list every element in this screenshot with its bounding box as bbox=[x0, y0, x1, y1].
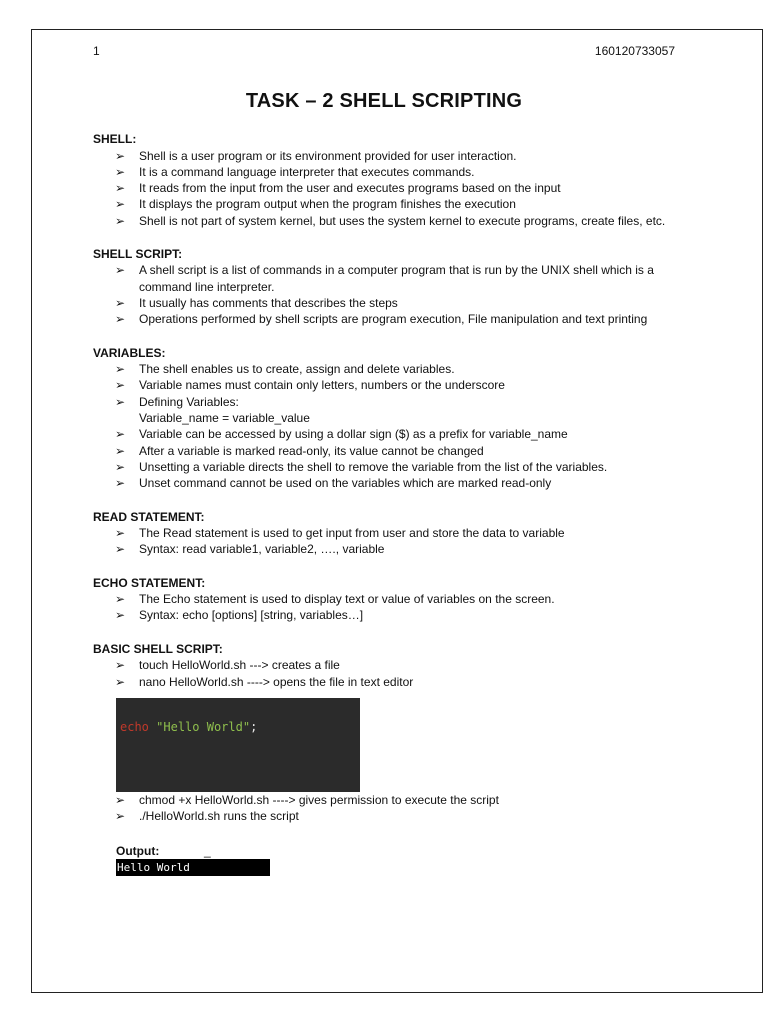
code-editor-screenshot bbox=[116, 698, 360, 792]
bullet-list bbox=[93, 591, 693, 624]
list-item: ➢ Syntax: read variable1, variable2, …., variable bbox=[115, 542, 385, 557]
list-item: ➢ It displays the program output when the program finishes the execution bbox=[115, 197, 516, 212]
section-heading: SHELL: bbox=[93, 132, 137, 146]
list-item: ➢ touch HelloWorld.sh ---> creates a file bbox=[115, 658, 340, 673]
arrow-bullet-icon: ➢ bbox=[115, 608, 126, 623]
section-heading: ECHO STATEMENT: bbox=[93, 575, 206, 590]
list-item: ➢ The Read statement is used to get input from user and store the data to variable bbox=[115, 526, 565, 541]
list-item: ➢ The shell enables us to create, assign and delete variables. bbox=[115, 362, 455, 377]
bullet-list bbox=[93, 525, 693, 558]
bullet-list bbox=[93, 792, 693, 825]
arrow-bullet-icon: ➢ bbox=[115, 592, 126, 607]
arrow-bullet-icon: ➢ bbox=[115, 378, 126, 393]
section-echo-statement bbox=[93, 575, 693, 624]
arrow-bullet-icon: ➢ bbox=[115, 674, 126, 689]
variable-syntax: Variable_name = variable_value bbox=[139, 411, 310, 426]
list-item: ➢ Variable can be accessed by using a dollar sign ($) as a prefix for variable_name bbox=[115, 427, 568, 442]
section-shell bbox=[93, 131, 693, 229]
arrow-bullet-icon: ➢ bbox=[115, 164, 126, 179]
arrow-bullet-icon: ➢ bbox=[115, 197, 126, 212]
bullet-list bbox=[93, 148, 693, 229]
list-item: ➢ After a variable is marked read-only, its value cannot be changed bbox=[115, 443, 484, 458]
arrow-bullet-icon: ➢ bbox=[115, 658, 126, 673]
code-terminator: ; bbox=[250, 719, 258, 734]
bullet-list bbox=[93, 657, 693, 690]
arrow-bullet-icon: ➢ bbox=[115, 792, 126, 807]
arrow-bullet-icon: ➢ bbox=[115, 312, 126, 327]
section-variables bbox=[93, 345, 693, 492]
section-read-statement bbox=[93, 509, 693, 558]
section-shell-script bbox=[93, 246, 693, 328]
list-item: ➢ It is a command language interpreter that executes commands. bbox=[115, 164, 475, 179]
section-basic-shell-script bbox=[93, 641, 693, 877]
code-string: "Hello World" bbox=[156, 719, 251, 734]
list-item: ➢ A shell script is a list of commands in a computer program that is run by the UNIX shell which is a command line interpreter. bbox=[115, 263, 654, 294]
arrow-bullet-icon: ➢ bbox=[115, 443, 126, 458]
section-heading: READ STATEMENT: bbox=[93, 509, 205, 524]
arrow-bullet-icon: ➢ bbox=[115, 542, 126, 557]
list-item: ➢ nano HelloWorld.sh ----> opens the file in text editor bbox=[115, 674, 414, 689]
list-item: ➢ chmod +x HelloWorld.sh ----> gives permission to execute the script bbox=[115, 792, 499, 807]
arrow-bullet-icon: ➢ bbox=[115, 427, 126, 442]
terminal-output: Hello World bbox=[116, 859, 270, 876]
bullet-list bbox=[93, 361, 693, 491]
bullet-list bbox=[93, 262, 693, 327]
list-item: ➢ It reads from the input from the user and executes programs based on the input bbox=[115, 181, 561, 196]
list-item: ➢ Defining Variables: Variable_name = variable_value bbox=[93, 394, 693, 427]
arrow-bullet-icon: ➢ bbox=[115, 296, 126, 311]
arrow-bullet-icon: ➢ bbox=[115, 181, 126, 196]
arrow-bullet-icon: ➢ bbox=[115, 459, 126, 474]
page-number: 1 bbox=[93, 44, 100, 58]
section-heading: BASIC SHELL SCRIPT: bbox=[93, 641, 223, 656]
arrow-bullet-icon: ➢ bbox=[115, 526, 126, 541]
list-item: ➢ Unsetting a variable directs the shell to remove the variable from the list of the variables. bbox=[115, 459, 608, 474]
list-item: ➢ Syntax: echo [options] [string, variables…] bbox=[115, 608, 364, 623]
arrow-bullet-icon: ➢ bbox=[115, 476, 126, 491]
list-item: ➢ The Echo statement is used to display text or value of variables on the screen. bbox=[115, 592, 555, 607]
arrow-bullet-icon: ➢ bbox=[115, 362, 126, 377]
arrow-bullet-icon: ➢ bbox=[115, 809, 126, 824]
list-item: ➢ Variable names must contain only letters, numbers or the underscore bbox=[115, 378, 505, 393]
arrow-bullet-icon: ➢ bbox=[115, 394, 126, 409]
output-label: Output: _ bbox=[116, 844, 211, 859]
arrow-bullet-icon: ➢ bbox=[115, 213, 126, 228]
roll-number: 160120733057 bbox=[594, 44, 675, 58]
list-item: ➢ Operations performed by shell scripts are program execution, File manipulation and text printing bbox=[115, 312, 648, 327]
list-item: ➢ ./HelloWorld.sh runs the script bbox=[115, 809, 299, 824]
list-item: ➢ It usually has comments that describes the steps bbox=[115, 296, 398, 311]
arrow-bullet-icon: ➢ bbox=[115, 263, 126, 278]
list-item: ➢ Unset command cannot be used on the variables which are marked read-only bbox=[115, 476, 552, 491]
list-item: ➢ Shell is a user program or its environment provided for user interaction. bbox=[115, 148, 517, 163]
section-heading: SHELL SCRIPT: bbox=[93, 246, 183, 261]
code-keyword: echo bbox=[120, 719, 149, 734]
section-heading: VARIABLES: bbox=[93, 345, 166, 360]
cursor-mark: _ bbox=[204, 844, 211, 859]
arrow-bullet-icon: ➢ bbox=[115, 148, 126, 163]
document-title: TASK – 2 SHELL SCRIPTING bbox=[245, 90, 523, 112]
code-line bbox=[120, 720, 257, 734]
document-body bbox=[93, 131, 693, 893]
list-item: ➢ Shell is not part of system kernel, but uses the system kernel to execute programs, create files, etc. bbox=[115, 213, 666, 228]
